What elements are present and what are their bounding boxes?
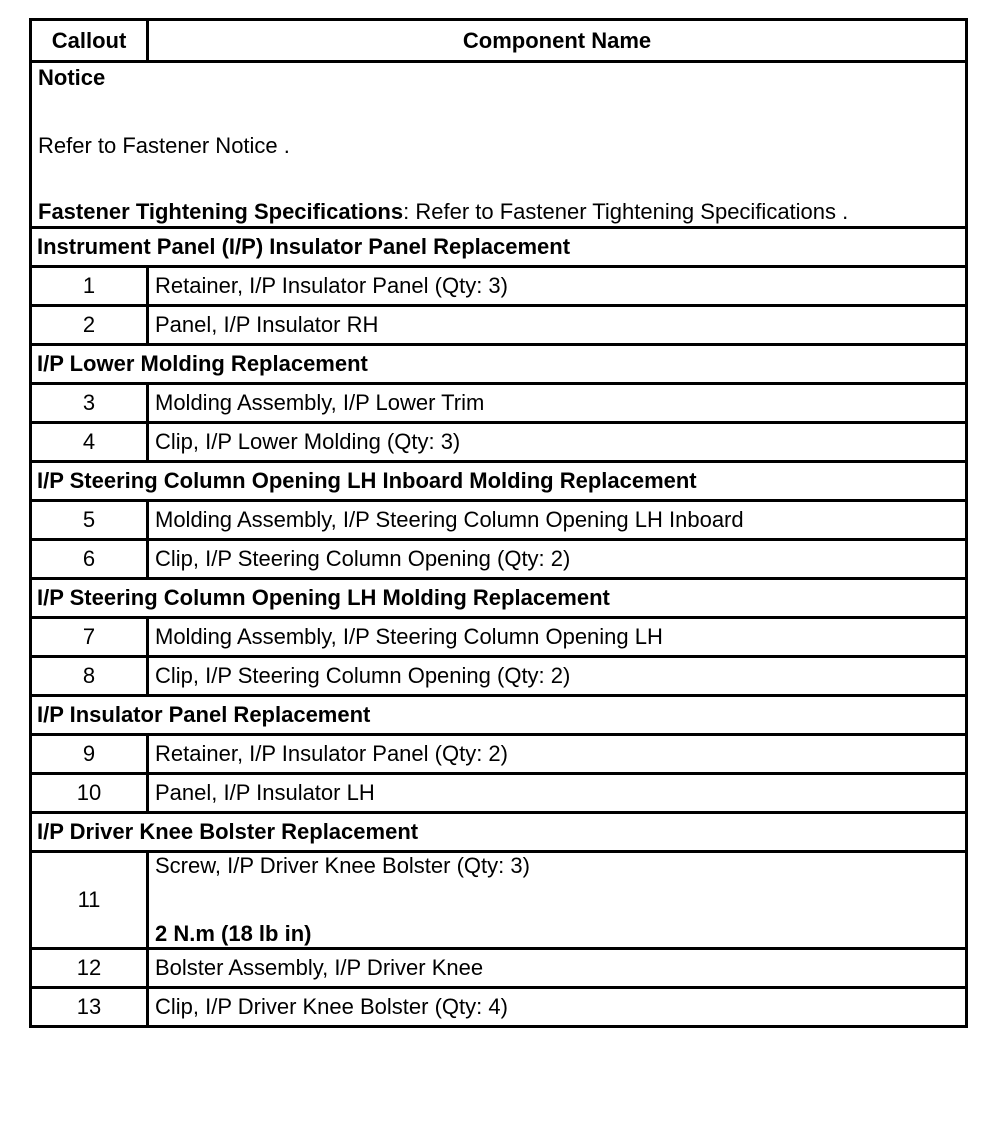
- callout-cell: 5: [31, 501, 148, 540]
- component-cell: Panel, I/P Insulator RH: [148, 306, 967, 345]
- callout-cell: 7: [31, 618, 148, 657]
- component-cell: Molding Assembly, I/P Steering Column Opening LH: [148, 618, 967, 657]
- component-cell: Clip, I/P Lower Molding (Qty: 3): [148, 423, 967, 462]
- callout-cell: 1: [31, 267, 148, 306]
- table-row: [31, 384, 967, 423]
- section-row: [31, 462, 967, 501]
- notice-cell: [31, 62, 967, 228]
- section-title: I/P Steering Column Opening LH Molding Replacement: [31, 579, 967, 618]
- table-row: [31, 540, 967, 579]
- table-row: [31, 306, 967, 345]
- callout-cell: 10: [31, 774, 148, 813]
- component-cell: Clip, I/P Steering Column Opening (Qty: 2): [148, 657, 967, 696]
- callout-cell: 9: [31, 735, 148, 774]
- section-row: [31, 813, 967, 852]
- callout-cell: 12: [31, 949, 148, 988]
- component-cell: Molding Assembly, I/P Steering Column Opening LH Inboard: [148, 501, 967, 540]
- callout-cell: 11: [31, 852, 148, 949]
- callout-cell: 13: [31, 988, 148, 1027]
- component-cell: Bolster Assembly, I/P Driver Knee: [148, 949, 967, 988]
- fastener-spec-colon: :: [403, 198, 410, 224]
- table-header-row: [31, 20, 967, 62]
- table-row: [31, 735, 967, 774]
- section-row: [31, 345, 967, 384]
- section-title: I/P Steering Column Opening LH Inboard Molding Replacement: [31, 462, 967, 501]
- component-cell: Retainer, I/P Insulator Panel (Qty: 3): [148, 267, 967, 306]
- table-row: [31, 618, 967, 657]
- callout-cell: 8: [31, 657, 148, 696]
- component-cell: [148, 852, 967, 949]
- section-title: Instrument Panel (I/P) Insulator Panel Replacement: [31, 228, 967, 267]
- fastener-spec-text: Refer to Fastener Tightening Specifications .: [409, 198, 849, 224]
- table-row: [31, 988, 967, 1027]
- component-cell: Clip, I/P Steering Column Opening (Qty: 2): [148, 540, 967, 579]
- section-title: I/P Lower Molding Replacement: [31, 345, 967, 384]
- section-title: I/P Insulator Panel Replacement: [31, 696, 967, 735]
- torque-spec: 2 N.m (18 lb in): [155, 921, 312, 946]
- component-name: Screw, I/P Driver Knee Bolster (Qty: 3): [155, 853, 530, 878]
- table-row: [31, 423, 967, 462]
- table-row: [31, 774, 967, 813]
- component-cell: Panel, I/P Insulator LH: [148, 774, 967, 813]
- callout-cell: 2: [31, 306, 148, 345]
- callout-cell: 4: [31, 423, 148, 462]
- callout-header: Callout: [31, 20, 148, 62]
- section-row: [31, 228, 967, 267]
- section-row: [31, 696, 967, 735]
- components-table: [29, 18, 968, 1028]
- section-row: [31, 579, 967, 618]
- callout-cell: 3: [31, 384, 148, 423]
- component-cell: Retainer, I/P Insulator Panel (Qty: 2): [148, 735, 967, 774]
- callout-cell: 6: [31, 540, 148, 579]
- notice-row: [31, 62, 967, 228]
- fastener-spec-label: Fastener Tightening Specifications: [38, 198, 404, 224]
- table-row: [31, 949, 967, 988]
- component-cell: Clip, I/P Driver Knee Bolster (Qty: 4): [148, 988, 967, 1027]
- fastener-spec-line: [38, 199, 959, 225]
- notice-text: Refer to Fastener Notice .: [38, 132, 290, 158]
- table-row: [31, 657, 967, 696]
- component-name-header: Component Name: [148, 20, 967, 62]
- table-row: [31, 501, 967, 540]
- notice-title: Notice: [38, 64, 106, 90]
- table-row: [31, 852, 967, 949]
- component-cell: Molding Assembly, I/P Lower Trim: [148, 384, 967, 423]
- table-row: [31, 267, 967, 306]
- section-title: I/P Driver Knee Bolster Replacement: [31, 813, 967, 852]
